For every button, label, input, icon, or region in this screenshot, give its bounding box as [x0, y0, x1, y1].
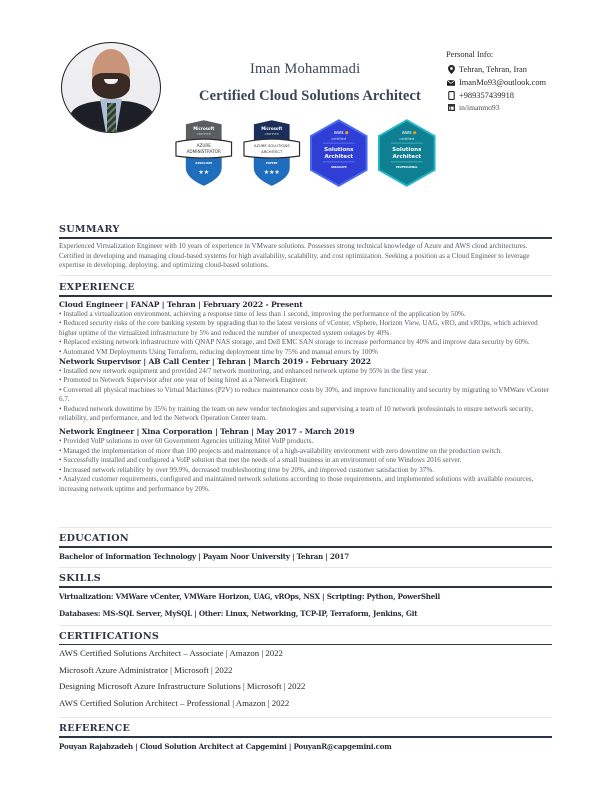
summary-heading: SUMMARY	[59, 224, 120, 235]
svg-text:Microsoft: Microsoft	[260, 126, 282, 132]
svg-text:Solutions: Solutions	[324, 147, 354, 154]
candidate-title: Certified Cloud Solutions Architect	[199, 88, 421, 104]
job-bullet: • Automated VM Deployments Using Terraform, reducing deployment time by 75% and manual errors by 100%	[59, 347, 378, 356]
email-link[interactable]: ImanMo93@outlook.com	[459, 78, 547, 87]
experience-section	[59, 282, 552, 494]
experience-rule	[59, 295, 552, 297]
education-rule	[59, 546, 552, 548]
azure-solutions-architect-badge	[240, 118, 304, 188]
aws-solutions-architect-professional-badge	[375, 118, 439, 188]
job-header: Network Engineer | Xina Corporation | Tehran | May 2017 - March 2019	[59, 427, 355, 437]
section-divider	[59, 717, 552, 718]
svg-text:PROFESSIONAL: PROFESSIONAL	[395, 165, 418, 169]
certification-item: Microsoft Azure Administrator | Microsoft | 2022	[59, 664, 233, 675]
linkedin-icon	[446, 102, 456, 112]
personal-info-heading: Personal Info:	[446, 50, 494, 59]
photo-beard	[92, 73, 130, 99]
education-section	[59, 533, 552, 561]
location-text: Tehran, Tehran, Iran	[459, 65, 527, 74]
job-bullet: • Provided VoIP solutions to over 60 Government Agencies utilizing Mitel VoIP products.	[59, 437, 314, 446]
linkedin-link[interactable]: in/imanmo93	[459, 102, 500, 112]
azure-administrator-badge	[172, 118, 236, 188]
job-header: Cloud Engineer | FANAP | Tehran | February 2022 - Present	[59, 300, 303, 309]
svg-text:★★: ★★	[198, 168, 210, 176]
svg-text:ARCHITECT: ARCHITECT	[260, 150, 282, 154]
experience-heading: EXPERIENCE	[59, 282, 135, 293]
svg-text:ADMINISTRATOR: ADMINISTRATOR	[186, 149, 221, 154]
section-divider	[59, 527, 552, 528]
reference-entry: Pouyan Rajabzadeh | Cloud Solution Architect at Capgemini | PouyanR@capgemini.com	[59, 742, 392, 751]
skills-rule	[59, 586, 552, 588]
section-divider	[59, 625, 552, 626]
svg-text:AZURE SOLUTIONS: AZURE SOLUTIONS	[253, 144, 290, 149]
personal-info	[446, 50, 546, 112]
phone-text: +989357439918	[459, 91, 514, 100]
job-header: Network Supervisor | AB Call Center | Tehran | March 2019 - February 2022	[59, 357, 371, 367]
linkedin-row[interactable]	[446, 102, 546, 112]
certifications-heading: CERTIFICATIONS	[59, 631, 160, 642]
phone-icon	[446, 91, 456, 101]
phone-row	[446, 89, 546, 102]
profile-photo	[61, 42, 161, 133]
envelope-icon	[446, 78, 456, 88]
svg-text:certified: certified	[331, 137, 347, 142]
job-bullet: • Installed a virtualization environment, achieving a response time of less than 1 second, improving the performance of the application by 50%.	[59, 310, 466, 318]
skills-heading: SKILLS	[59, 573, 101, 584]
job-bullet: • Reduced security risks of the core banking system by upgrading that to the latest versions of vCenter, vSphere, Horizon View, UAG, vRO, and vROps, which achieved higher uptime of the virtualized infrastructure by 5% and reduced the number of unexpected system outages by 40%.	[59, 319, 538, 337]
job-entry-ab-call-center	[59, 357, 552, 423]
certifications-section	[59, 631, 552, 712]
aws-solutions-architect-associate-badge	[307, 118, 371, 188]
section-divider	[59, 567, 552, 568]
svg-text:Solutions: Solutions	[391, 147, 421, 154]
svg-text:EXPERT: EXPERT	[265, 160, 278, 165]
candidate-name: Iman Mohammadi	[250, 61, 361, 77]
job-bullet: • Managed the implementation of more than 100 projects and maintenance of a high-availability environment with zero downtime on the production switch.	[59, 446, 502, 455]
location-pin-icon	[446, 65, 456, 75]
svg-text:AZURE: AZURE	[196, 143, 211, 149]
svg-text:ASSOCIATE: ASSOCIATE	[330, 165, 347, 169]
skills-section	[59, 573, 552, 618]
summary-section	[59, 224, 552, 271]
summary-rule	[59, 237, 552, 239]
job-bullet: • Increased network reliability by over 99.9%, decreased troubleshooting time by 20%, and improved customer satisfaction by 37%.	[59, 465, 434, 474]
reference-section	[59, 723, 552, 751]
job-bullet: • Converted all physical machines to Virtual Machines (P2V) to reduce maintenance costs by 30%, and improve functionality and security by migrating to VMWare vCenter 6.7.	[59, 385, 549, 404]
certification-item: AWS Certified Solution Architect – Professional | Amazon | 2022	[59, 698, 290, 709]
svg-text:Microsoft: Microsoft	[193, 126, 215, 132]
location-row	[446, 63, 546, 76]
summary-text: Experienced Virtualization Engineer with 10 years of experience in VMware solutions. Possesses strong technical knowledge of Azure and AWS cloud architectures. Certified in developing and managing cloud-based systems for high availability, scalability, and cost optimization. Seeking a position as a Cloud Engineer to leverage expertise in developing, deploying, and optimizing cloud-based solutions.	[59, 242, 530, 269]
svg-text:CERTIFIED: CERTIFIED	[196, 132, 211, 137]
email-row[interactable]	[446, 76, 546, 89]
svg-text:aws: aws	[401, 130, 412, 137]
skills-line-virtualization: Virtualization: VMWare vCenter, VMWare Horizon, UAG, vROps, NSX | Scripting: Python, PowerShell	[59, 592, 441, 601]
job-bullet: • Installed new network equipment and provided 24/7 network monitoring, and enhanced network uptime by 95% in the first year.	[59, 367, 429, 376]
svg-text:Architect: Architect	[391, 153, 421, 160]
job-entry-xina	[59, 427, 552, 493]
section-divider	[59, 275, 552, 276]
svg-text:certified: certified	[398, 137, 414, 142]
job-entry-fanap	[59, 300, 552, 357]
svg-text:ASSOCIATE: ASSOCIATE	[195, 160, 213, 165]
reference-rule	[59, 736, 552, 738]
certification-item: AWS Certified Solutions Architect – Associate | Amazon | 2022	[59, 648, 283, 658]
certification-badges	[172, 117, 438, 189]
svg-text:★★★: ★★★	[263, 168, 280, 176]
job-bullet: • Analyzed customer requirements, configured and maintained network solutions according to those requirements, and implemented solutions with available resources, increasing network uptime and performance by 20%.	[59, 475, 534, 493]
education-heading: EDUCATION	[59, 533, 130, 544]
job-bullet: • Promoted to Network Supervisor after one year of being hired as a Network Engineer.	[59, 376, 308, 385]
skills-line-databases: Databases: MS-SQL Server, MySQL | Other: Linux, Networking, TCP-IP, Terraform, Jenkins, Git	[59, 609, 418, 618]
job-bullet: • Successfully installed and configured a VoIP solution that met the needs of a small business in an environment of one Windows 2016 server.	[59, 456, 462, 465]
certification-item: Designing Microsoft Azure Infrastructure Solutions | Microsoft | 2022	[59, 681, 306, 692]
svg-text:CERTIFIED: CERTIFIED	[264, 132, 279, 137]
svg-text:aws: aws	[333, 130, 344, 137]
job-bullet: • Reduced network downtime by 35% by training the team on new vendor technologies and supervising a team of 10 network professionals to ensure network security, reliability, and performance, and led the Network Operation Center team.	[59, 404, 534, 423]
reference-heading: REFERENCE	[59, 723, 131, 734]
job-bullet: • Replaced existing network infrastructure with QNAP NAS storage, and Dell EMC SAN storage to increase performance by 40% and improve data security by 60%.	[59, 338, 530, 347]
svg-text:Architect: Architect	[324, 153, 354, 160]
photo-tie	[107, 103, 116, 133]
education-entry: Bachelor of Information Technology | Payam Noor University | Tehran | 2017	[59, 552, 349, 561]
